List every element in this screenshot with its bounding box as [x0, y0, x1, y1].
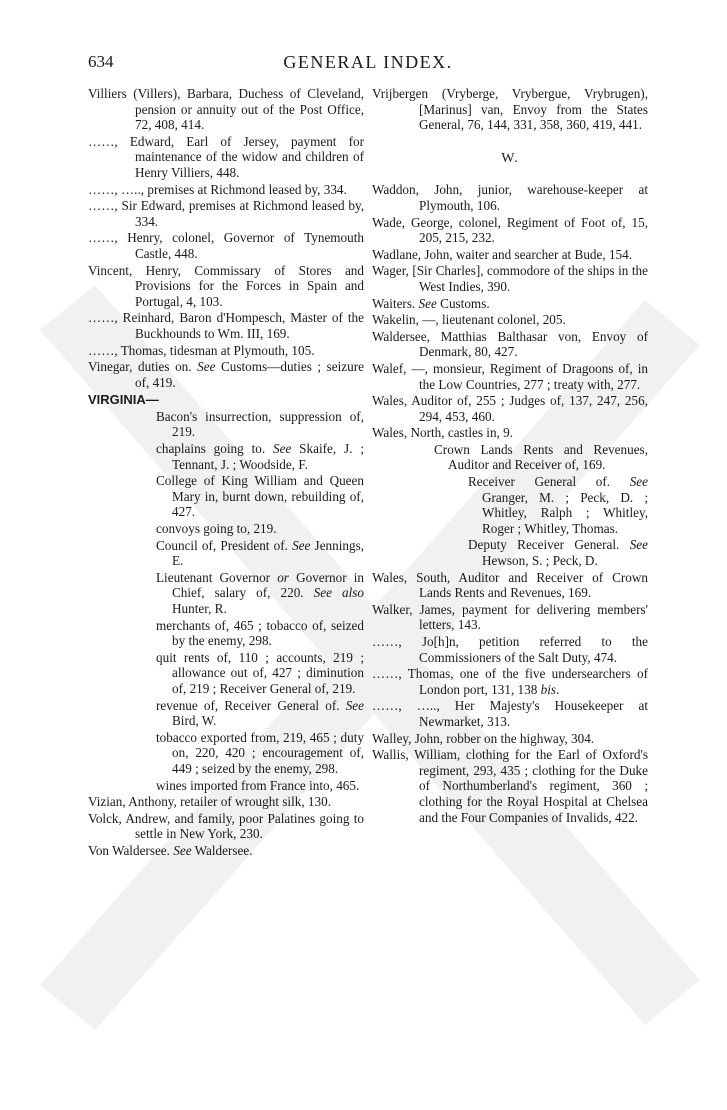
index-entry: Walef, —, monsieur, Regiment of Dragoons of, in the Low Countries, 277 ; treaty with, 277. [372, 360, 648, 392]
index-subentry [372, 537, 648, 568]
italic-term: See [173, 842, 192, 858]
entry-text: Hewson, S. ; Peck, D. [482, 553, 598, 569]
italic-term: See [345, 697, 364, 713]
italic-term: bis [540, 681, 557, 697]
index-entry: Wales, North, castles in, 9. [372, 425, 514, 441]
entry-text: . [556, 681, 560, 697]
index-entry: Villiers (Villers), Barbara, Duchess of Cleveland, pension or annuity out of the Post Office, 72, 408, 414. [88, 86, 364, 133]
index-entry [88, 359, 364, 390]
right-column [372, 86, 648, 826]
italic-term: See [629, 474, 648, 490]
index-entry: Waldersee, Matthias Balthasar von, Envoy of Denmark, 80, 427. [372, 328, 648, 360]
index-entry: Walley, John, robber on the highway, 304. [372, 730, 595, 746]
index-entry: Wager, [Sir Charles], commodore of the ships in the West Indies, 390. [372, 263, 648, 294]
index-entry: Waddon, John, junior, warehouse-keeper at Plymouth, 106. [372, 182, 648, 213]
index-subentry: quit rents of, 110 ; accounts, 219 ; allowance out of, 427 ; diminution of, 219 ; Receiver General of, 219. [156, 649, 364, 696]
italic-term: See [629, 537, 648, 553]
index-entry: ……, Edward, Earl of Jersey, payment for maintenance of the widow and children of Henry Villiers, 448. [88, 133, 364, 180]
index-subentry [88, 570, 364, 617]
entry-text: Customs. [436, 295, 490, 311]
italic-term: See [418, 295, 437, 311]
running-title: GENERAL INDEX. [283, 52, 453, 72]
index-subentry [88, 441, 364, 472]
entry-text: Vinegar, duties on. [88, 359, 198, 375]
entry-text: revenue of, Receiver General of. [156, 697, 346, 713]
index-entry: Wales, Auditor of, 255 ; Judges of, 137, 247, 256, 294, 453, 460. [372, 393, 648, 424]
index-entry: ……, Sir Edward, premises at Richmond leased by, 334. [88, 198, 364, 229]
right-column-top [372, 86, 648, 133]
index-entry: Wadlane, John, waiter and searcher at Bude, 154. [372, 246, 633, 262]
entry-text: Deputy Receiver General. [468, 537, 630, 553]
index-entry: Vrijbergen (Vryberge, Vrybergue, Vrybrugen), [Marinus] van, Envoy from the States General, 76, 144, 331, 358, 360, 419, 441. [372, 86, 648, 133]
italic-term: or [277, 569, 289, 585]
left-column [88, 86, 364, 860]
index-entry: Volck, Andrew, and family, poor Palatines going to settle in New York, 230. [88, 810, 364, 842]
entry-text: Granger, M. ; Peck, D. ; Whitley, Ralph ; Whitley, Roger ; Whitley, Thomas. [482, 489, 648, 536]
entry-text: Bird, W. [172, 713, 217, 729]
index-subentry [372, 474, 648, 536]
entry-text: ……, Thomas, one of the five undersearchers of London port, 131, 138 [372, 666, 648, 697]
entry-text: Lieutenant Governor [156, 569, 278, 585]
index-heading: VIRGINIA— [88, 392, 159, 408]
index-entry [372, 666, 648, 697]
index-entry: Wade, George, colonel, Regiment of Foot of, 15, 205, 215, 232. [372, 214, 648, 246]
entry-text: Governor in Chief, salary of, 220. [172, 569, 364, 601]
index-subentry [88, 538, 364, 569]
index-entry [88, 843, 364, 859]
index-subentry: tobacco exported from, 219, 465 ; duty on, 220, 420 ; encouragement of, 449 ; seized by the enemy, 298. [156, 729, 364, 776]
italic-term: See [292, 537, 311, 553]
entry-text: Receiver General of. [468, 474, 630, 490]
index-subentry: Bacon's insurrection, suppression of, 219. [156, 408, 364, 440]
entry-text: Von Waldersee. [88, 842, 174, 858]
index-subentry: Crown Lands Rents and Revenues, Auditor and Receiver of, 169. [434, 441, 648, 473]
entry-text: Jennings, E. [172, 537, 365, 569]
index-entry: Wakelin, —, lieutenant colonel, 205. [372, 312, 566, 328]
page-header [88, 52, 648, 76]
index-entry: Vizian, Anthony, retailer of wrought silk, 130. [88, 794, 332, 810]
entry-text: Waiters. [372, 295, 419, 311]
entry-text: Council of, President of. [156, 537, 293, 553]
italic-term: See also [313, 585, 364, 601]
page-number: 634 [88, 52, 114, 71]
entry-text: Skaife, J. ; Tennant, J. ; Woodside, F. [172, 441, 364, 472]
index-subentry: convoys going to, 219. [156, 521, 277, 537]
index-entry: ……, Thomas, tidesman at Plymouth, 105. [88, 342, 315, 358]
section-letter: W. [501, 150, 519, 166]
index-subentry: wines imported from France into, 465. [156, 777, 360, 793]
index-entry: ……, Henry, colonel, Governor of Tynemouth Castle, 448. [88, 230, 364, 261]
index-entry: ……, ….., Her Majesty's Housekeeper at Newmarket, 313. [372, 698, 648, 729]
index-entry: ……, ….., premises at Richmond leased by, 334. [88, 181, 347, 197]
entry-text: Customs—duties ; seizure of, 419. [135, 359, 364, 390]
index-subentry [88, 698, 364, 729]
entry-text: Hunter, R. [172, 601, 227, 616]
index-entry: ……, Jo[h]n, petition referred to the Commissioners of the Salt Duty, 474. [372, 634, 648, 665]
index-subentry: College of King William and Queen Mary in, burnt down, rebuilding of, 427. [156, 473, 364, 520]
entry-text: Waldersee. [191, 842, 253, 858]
italic-term: See [197, 359, 216, 375]
entry-text: chaplains going to. [156, 441, 273, 457]
index-entry: Wallis, William, clothing for the Earl of Oxford's regiment, 293, 435 ; clothing for the Duke of Northumberland's regiment, 360 ; clothing for the Royal Hospital at Chelsea and the Four Companies of Invalids, 422. [372, 747, 648, 825]
index-entry [372, 296, 648, 312]
index-entry: Walker, James, payment for delivering members' letters, 143. [372, 601, 648, 633]
index-entry: Vincent, Henry, Commissary of Stores and Provisions for the Forces in Spain and Portugal, 4, 103. [88, 262, 364, 309]
italic-term: See [273, 441, 292, 457]
index-entry: Wales, South, Auditor and Receiver of Crown Lands Rents and Revenues, 169. [372, 569, 648, 601]
index-subentry: merchants of, 465 ; tobacco of, seized by the enemy, 298. [156, 617, 364, 649]
index-entry: ……, Reinhard, Baron d'Hompesch, Master of the Buckhounds to Wm. III, 169. [88, 310, 364, 341]
right-column-entries [372, 182, 648, 825]
